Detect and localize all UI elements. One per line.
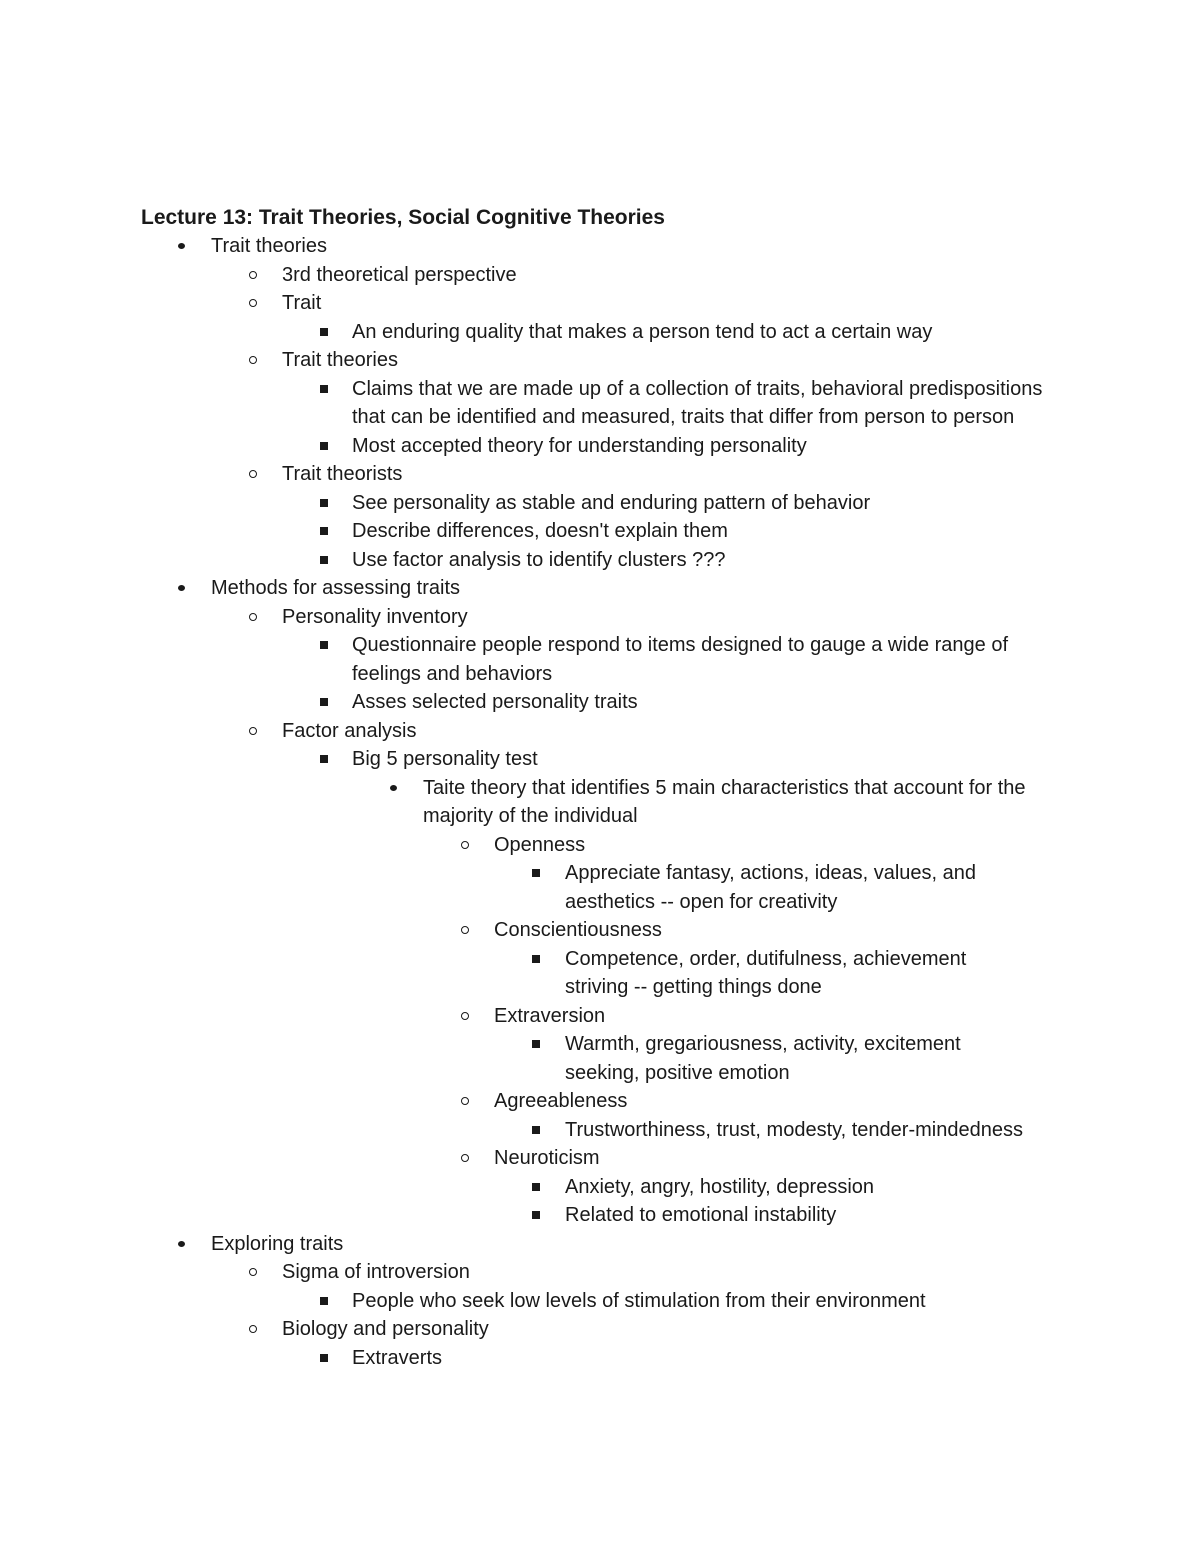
- square-bullet-icon: [316, 489, 340, 518]
- square-bullet-icon: [316, 546, 340, 575]
- page-title: Lecture 13: Trait Theories, Social Cognitive Theories: [141, 206, 665, 229]
- hollow-bullet-icon: [245, 261, 269, 290]
- outline-item-text: Biology and personality: [282, 1318, 489, 1340]
- hollow-bullet-icon: [245, 289, 269, 318]
- hollow-bullet-icon: [245, 717, 269, 746]
- outline-item: [0, 916, 1200, 945]
- outline-item: [0, 517, 1200, 546]
- square-bullet-icon: [528, 1116, 552, 1145]
- outline-item: [0, 745, 1200, 774]
- outline-item-text: An enduring quality that makes a person tend to act a certain way: [352, 320, 933, 343]
- square-bullet-icon: [316, 631, 340, 660]
- square-bullet-icon: [528, 859, 552, 888]
- outline-item-text: Methods for assessing traits: [211, 577, 460, 599]
- outline-item-text: Trustworthiness, trust, modesty, tender-mindedness: [565, 1118, 1023, 1141]
- outline-item: [0, 261, 1200, 290]
- outline-item-text: Factor analysis: [282, 719, 417, 742]
- hollow-bullet-icon: [245, 346, 269, 375]
- outline-item: [0, 1344, 1200, 1373]
- outline-item-text: Openness: [494, 833, 586, 856]
- hollow-bullet-icon: [245, 603, 269, 632]
- outline-item: [0, 717, 1200, 746]
- outline-item: [0, 1258, 1200, 1287]
- outline-item-text: Appreciate fantasy, actions, ideas, values, and aesthetics -- open for creativity: [565, 862, 976, 913]
- outline-item: [0, 1030, 1200, 1087]
- hollow-bullet-icon: [245, 460, 269, 489]
- outline-item-text: Extraversion: [494, 1004, 606, 1027]
- outline-item-text: Trait theories: [211, 235, 327, 257]
- outline-item-text: Describe differences, doesn't explain them: [352, 520, 728, 542]
- outline-item: [0, 1201, 1200, 1230]
- outline-item: [0, 774, 1200, 831]
- outline-item-text: Anxiety, angry, hostility, depression: [565, 1175, 875, 1198]
- outline-item-text: Asses selected personality traits: [352, 691, 638, 713]
- square-bullet-icon: [316, 375, 340, 404]
- square-bullet-icon: [316, 1344, 340, 1373]
- square-bullet-icon: [316, 688, 340, 717]
- outline-item: [0, 375, 1200, 432]
- outline-item: [0, 1087, 1200, 1116]
- outline-item-text: Trait theorists: [282, 463, 403, 485]
- outline-item-text: Warmth, gregariousness, activity, excitement seeking, positive emotion: [565, 1033, 961, 1084]
- square-bullet-icon: [528, 1030, 552, 1059]
- outline-item-text: Questionnaire people respond to items designed to gauge a wide range of feelings and behaviors: [352, 634, 1009, 685]
- hollow-bullet-icon: [457, 1002, 481, 1031]
- outline-item: [0, 1116, 1200, 1145]
- outline-item: [0, 346, 1200, 375]
- outline-item-text: Exploring traits: [211, 1232, 344, 1255]
- outline-item: [0, 1173, 1200, 1202]
- square-bullet-icon: [316, 1287, 340, 1316]
- outline-item: [0, 318, 1200, 347]
- square-bullet-icon: [528, 945, 552, 974]
- outline-item: [0, 1315, 1200, 1344]
- outline-item: [0, 574, 1200, 603]
- outline-item-text: Trait theories: [282, 349, 398, 371]
- hollow-bullet-icon: [245, 1258, 269, 1287]
- outline-item-text: Trait: [282, 292, 322, 314]
- square-bullet-icon: [316, 517, 340, 546]
- outline-item: [0, 1230, 1200, 1259]
- outline-item-text: Extraverts: [352, 1346, 443, 1369]
- outline-item: [0, 232, 1200, 261]
- outline-item-text: See personality as stable and enduring pattern of behavior: [352, 491, 871, 514]
- outline-item-text: Claims that we are made up of a collection of traits, behavioral predispositions that can be identified and measured, traits that differ from person to person: [352, 377, 1043, 428]
- outline-item-text: Most accepted theory for understanding personality: [352, 434, 807, 457]
- filled-bullet-icon: [174, 232, 198, 261]
- hollow-bullet-icon: [457, 916, 481, 945]
- outline-item-text: Agreeableness: [494, 1090, 628, 1112]
- square-bullet-icon: [528, 1201, 552, 1230]
- hollow-bullet-icon: [457, 831, 481, 860]
- outline-item-text: Sigma of introversion: [282, 1261, 470, 1283]
- outline-list: [0, 232, 1200, 1372]
- outline-item: [0, 460, 1200, 489]
- filled-bullet-icon: [386, 774, 410, 803]
- outline-item: [0, 289, 1200, 318]
- outline-item: [0, 688, 1200, 717]
- outline-item-text: Conscientiousness: [494, 919, 662, 941]
- outline-item-text: Competence, order, dutifulness, achievement striving -- getting things done: [565, 947, 967, 998]
- outline-item: [0, 859, 1200, 916]
- square-bullet-icon: [316, 745, 340, 774]
- square-bullet-icon: [316, 432, 340, 461]
- outline-item: [0, 489, 1200, 518]
- square-bullet-icon: [528, 1173, 552, 1202]
- outline-item: [0, 546, 1200, 575]
- outline-item-text: Use factor analysis to identify clusters ???: [352, 548, 726, 571]
- hollow-bullet-icon: [457, 1144, 481, 1173]
- outline-item: [0, 1144, 1200, 1173]
- outline-item-text: 3rd theoretical perspective: [282, 263, 517, 286]
- outline-item: [0, 432, 1200, 461]
- outline-item-text: People who seek low levels of stimulation from their environment: [352, 1289, 926, 1312]
- filled-bullet-icon: [174, 1230, 198, 1259]
- outline-item-text: Taite theory that identifies 5 main characteristics that account for the majority of the individual: [423, 776, 1026, 827]
- outline-item: [0, 1002, 1200, 1031]
- hollow-bullet-icon: [245, 1315, 269, 1344]
- outline-item: [0, 945, 1200, 1002]
- square-bullet-icon: [316, 318, 340, 347]
- outline-item: [0, 1287, 1200, 1316]
- outline-item-text: Personality inventory: [282, 605, 468, 628]
- outline-item-text: Related to emotional instability: [565, 1204, 837, 1226]
- outline-item: [0, 631, 1200, 688]
- outline-item: [0, 603, 1200, 632]
- outline-item: [0, 831, 1200, 860]
- outline-item-text: Big 5 personality test: [352, 748, 538, 770]
- outline-item-text: Neuroticism: [494, 1147, 600, 1169]
- hollow-bullet-icon: [457, 1087, 481, 1116]
- filled-bullet-icon: [174, 574, 198, 603]
